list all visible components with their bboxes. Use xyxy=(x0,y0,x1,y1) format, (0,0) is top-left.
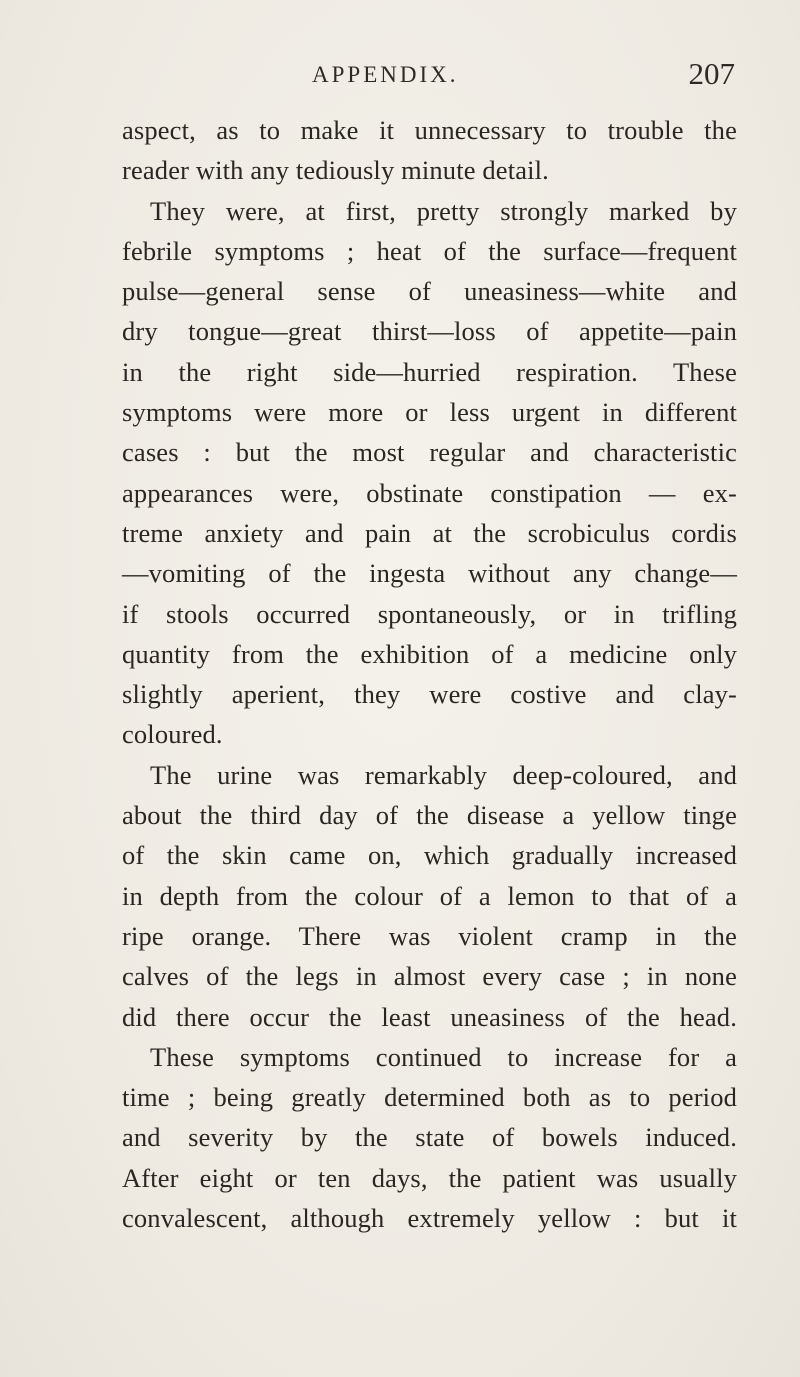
text-line: in depth from the colour of a lemon to that of a xyxy=(122,880,737,911)
text-line: They were, at first, pretty strongly marked by xyxy=(150,195,737,226)
text-line: of the skin came on, which gradually increased xyxy=(122,840,737,871)
text-line: in the right side—hurried respiration. These xyxy=(122,356,737,387)
text-line: symptoms were more or less urgent in different xyxy=(122,397,737,428)
text-line: slightly aperient, they were costive and clay- xyxy=(122,679,737,710)
text-line: convalescent, although extremely yellow : but it xyxy=(122,1203,737,1234)
text-line: The urine was remarkably deep-coloured, and xyxy=(150,759,737,790)
text-line: cases : but the most regular and characteristic xyxy=(122,437,737,468)
text-line: reader with any tediously minute detail. xyxy=(122,155,549,186)
text-line: dry tongue—great thirst—loss of appetite—pain xyxy=(122,316,737,347)
page-header xyxy=(0,54,800,94)
text-line: —vomiting of the ingesta without any change— xyxy=(122,558,737,589)
body-text xyxy=(122,110,737,1238)
text-line: After eight or ten days, the patient was usually xyxy=(122,1162,737,1193)
text-line: about the third day of the disease a yellow tinge xyxy=(122,800,737,831)
page-number: 207 xyxy=(688,56,735,91)
text-line: quantity from the exhibition of a medicine only xyxy=(122,638,737,669)
text-line: did there occur the least uneasiness of the head. xyxy=(122,1001,737,1032)
running-head: APPENDIX. xyxy=(312,62,459,87)
text-line: treme anxiety and pain at the scrobiculus cordis xyxy=(122,517,737,548)
text-line: aspect, as to make it unnecessary to trouble the xyxy=(122,115,737,145)
text-line: calves of the legs in almost every case ; in none xyxy=(122,961,737,992)
text-line: and severity by the state of bowels induced. xyxy=(122,1122,737,1153)
text-line: pulse—general sense of uneasiness—white and xyxy=(122,276,737,307)
text-line: These symptoms continued to increase for a xyxy=(150,1041,737,1072)
text-line: coloured. xyxy=(122,719,223,750)
text-line: appearances were, obstinate constipation — ex- xyxy=(122,477,737,508)
text-line: time ; being greatly determined both as to period xyxy=(122,1082,737,1113)
text-line: febrile symptoms ; heat of the surface—frequent xyxy=(122,235,737,266)
text-line: ripe orange. There was violent cramp in the xyxy=(122,920,737,951)
text-line: if stools occurred spontaneously, or in trifling xyxy=(122,598,737,629)
